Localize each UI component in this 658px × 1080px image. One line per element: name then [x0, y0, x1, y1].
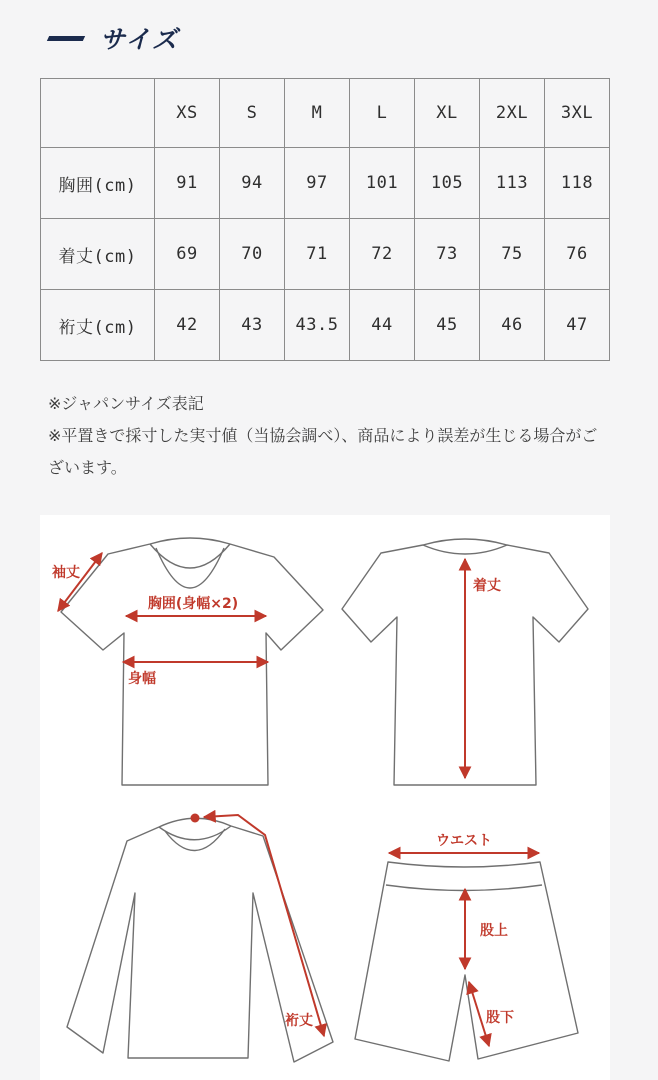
sleeve-from-center-back-label: 裄丈 [285, 1013, 313, 1029]
tshirt-back-diagram [342, 539, 588, 785]
chest-label: 胸囲(身幅×2) [147, 596, 239, 612]
measurement-label-cell: 胸囲(cm) [41, 148, 155, 219]
section-dash-icon [47, 36, 85, 41]
size-value-cell: 94 [220, 148, 285, 219]
size-value-cell: 113 [480, 148, 545, 219]
size-value-cell: 46 [480, 290, 545, 361]
size-value-cell: 72 [350, 219, 415, 290]
table-row [41, 219, 610, 290]
size-column-header: XS [155, 79, 220, 148]
table-row [41, 290, 610, 361]
size-column-header: 2XL [480, 79, 545, 148]
size-column-header: M [285, 79, 350, 148]
note-line: ※平置きで採寸した実寸値（当協会調べ）、商品により誤差が生じる場合がございます。 [48, 426, 598, 477]
size-notes [48, 388, 610, 484]
sleeve-length-label: 袖丈 [52, 565, 80, 581]
size-value-cell: 97 [285, 148, 350, 219]
size-value-cell: 105 [415, 148, 480, 219]
waist-label: ウエスト [436, 833, 492, 849]
size-table [40, 78, 610, 361]
size-value-cell: 73 [415, 219, 480, 290]
table-row [41, 148, 610, 219]
measurement-label-cell: 着丈(cm) [41, 219, 155, 290]
shorts-outline [355, 862, 578, 1061]
size-value-cell: 101 [350, 148, 415, 219]
table-corner-cell [41, 79, 155, 148]
measurement-guide-illustration [40, 515, 610, 1080]
size-value-cell: 47 [545, 290, 610, 361]
inseam-label: 股下 [486, 1010, 514, 1026]
size-value-cell: 42 [155, 290, 220, 361]
note-line: ※ジャパンサイズ表記 [48, 394, 204, 413]
longsleeve-diagram [67, 814, 333, 1063]
size-value-cell: 71 [285, 219, 350, 290]
section-title: サイズ [100, 25, 180, 54]
size-value-cell: 91 [155, 148, 220, 219]
size-value-cell: 75 [480, 219, 545, 290]
center-back-point [191, 814, 200, 823]
size-value-cell: 70 [220, 219, 285, 290]
size-column-header: 3XL [545, 79, 610, 148]
table-header-row [41, 79, 610, 148]
size-value-cell: 43.5 [285, 290, 350, 361]
size-value-cell: 76 [545, 219, 610, 290]
size-section-header [48, 20, 179, 56]
shorts-diagram [355, 833, 578, 1061]
size-value-cell: 45 [415, 290, 480, 361]
size-value-cell: 43 [220, 290, 285, 361]
measurement-guide-panel [40, 515, 610, 1080]
size-column-header: XL [415, 79, 480, 148]
body-length-label: 着丈 [473, 578, 501, 594]
tshirt-front-diagram [52, 538, 323, 785]
size-value-cell: 44 [350, 290, 415, 361]
size-column-header: L [350, 79, 415, 148]
measurement-label-cell: 裄丈(cm) [41, 290, 155, 361]
size-column-header: S [220, 79, 285, 148]
size-value-cell: 118 [545, 148, 610, 219]
body-width-label: 身幅 [128, 671, 156, 687]
size-value-cell: 69 [155, 219, 220, 290]
rise-label: 股上 [480, 923, 508, 939]
